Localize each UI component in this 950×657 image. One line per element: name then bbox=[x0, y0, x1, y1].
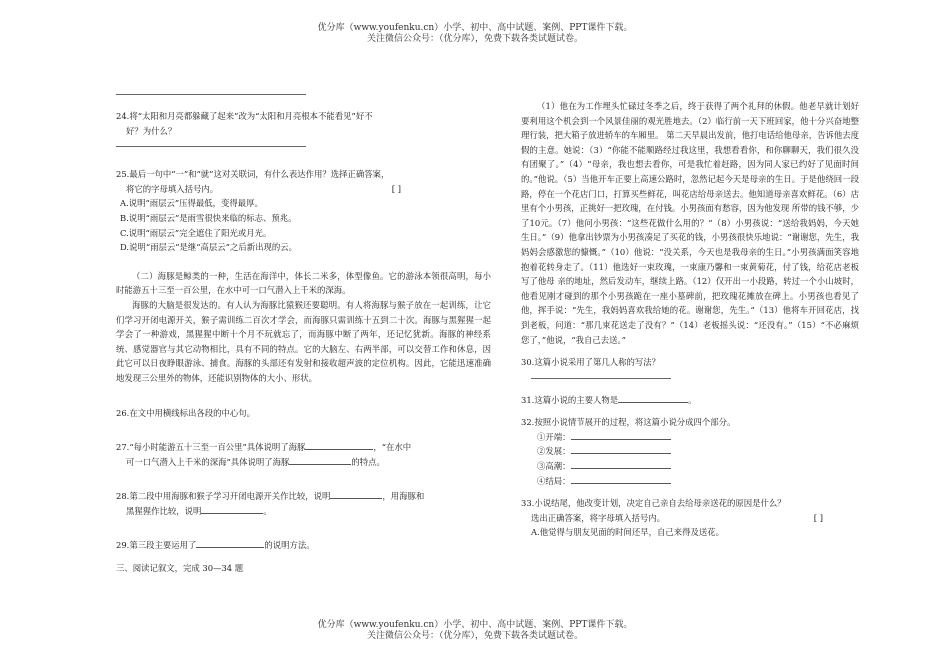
question-33-line2 bbox=[521, 511, 859, 526]
answer-blank-line bbox=[116, 86, 306, 95]
question-31-text: 。 bbox=[688, 394, 697, 405]
question-27-line1 bbox=[116, 440, 491, 455]
option-d: D.说明“雨层云”是继“高层云”之后新出现的云。 bbox=[120, 242, 297, 253]
question-27-text: 的特点。 bbox=[351, 456, 385, 467]
page-header bbox=[0, 23, 950, 45]
question-27-line2 bbox=[116, 455, 491, 470]
option-b: B.说明“雨层云”是雨雪很快来临的标志、预兆。 bbox=[120, 212, 297, 223]
fill-blank[interactable] bbox=[196, 538, 264, 548]
plot-part-1 bbox=[521, 430, 859, 445]
header-line-1: 优分库（www.youfenku.cn）小学、初中、高中试题、案例、PPT课件下载。 bbox=[317, 23, 633, 33]
plot-part-label: ④结局： bbox=[537, 475, 571, 486]
question-25-text: 将它的字母填入括号内。 bbox=[126, 183, 219, 194]
left-column bbox=[116, 86, 491, 576]
plot-part-4 bbox=[521, 474, 859, 489]
option-a: A.说明“雨层云”压得最低，变得最厚。 bbox=[120, 198, 263, 209]
fill-blank[interactable] bbox=[571, 430, 671, 440]
answer-bracket[interactable]: [ ] bbox=[813, 512, 823, 523]
answer-blank-line bbox=[116, 138, 306, 147]
question-27-text: 27.“每小时能游五十三至一百公里”具体说明了海豚 bbox=[116, 442, 306, 453]
question-27-text: ，“在水中 bbox=[373, 442, 412, 453]
fill-blank[interactable] bbox=[330, 489, 382, 499]
plot-part-2 bbox=[521, 444, 859, 459]
question-28-text: 28.第二段中用海豚和猴子学习开闭电源开关作比较，说明 bbox=[116, 491, 331, 502]
question-33-line1: 33.小说结尾，他改变计划，决定自己亲自去给母亲送花的原因是什么？ bbox=[521, 498, 786, 509]
question-31-text: 31.这篇小说的主要人物是 bbox=[521, 394, 619, 405]
plot-part-label: ②发展： bbox=[537, 446, 571, 457]
answer-bracket[interactable]: [ ] bbox=[391, 183, 401, 194]
header-line-2: 关注微信公众号：（优分库），免费下载各类试题试卷。 bbox=[366, 34, 583, 44]
fill-blank[interactable] bbox=[571, 459, 671, 469]
fill-blank[interactable] bbox=[571, 444, 671, 454]
story-text: （1）他在为工作埋头忙碌过冬季之后，终于获得了两个礼拜的休假。他老早就计划好要利用这个机会到一个风景佳丽的观光胜地去。（2）临行前一天下班回家，他十分兴奋地整理行装，把大箱子放进轿车的车厢里。 第二天早晨出发前，他打电话给他母亲，告诉他去度假的主意。她说：（3）“你能不能顺路经过我这里，我想看看你，和你聊聊天，我们很久没有团聚了。”（4）“母亲，我也想去看你，可是我忙着赶路，因为同人家已约好了见面时间的。”他说。（5）当他开车正要上高速公路时，忽然记起今天是母亲的生日。于是他绕回一段 路，停在一个花店门口，打算买些鲜花，叫花店给母亲送去。他知道母亲喜欢鲜花。（6）店里有个小男孩，正挑好一把玫瑰，在付钱。小男孩面有愁容，因为他发现 所带的钱不够，少了10元。（7）他问小男孩：“这些花做什么用的？”（8）小男孩说：“送给我妈妈，今天她生日。”（9）他拿出钞票为小男孩凑足了买花的钱，小男孩很快乐地说：“谢谢您，先生，我妈妈会感激您的慷慨。”（10）他说：“没关系，今天也是我母亲的生日。”小男孩满面笑容地抱着花转身走了。（11）他选好一束玫瑰，一束康乃馨和一束黄菊花，付了钱，给花店老板写了他母 亲的地址，然后发动车，继续上路。（12）仅开出一小段路，转过一个小山坡时，他看见刚才碰到的那个小男孩跪在一座小墓碑前，把玫瑰花摊放在碑上。小男孩也看见了他，挥手说：“先生，我妈妈喜欢我给她的花。谢谢您，先生。”（13）他将车开回花店，找到老板，问道：“那几束花送走了没有？”（14）老板摇头说：“还没有。”（15）“不必麻烦您了，”他说，“我自己去送。” bbox=[521, 101, 859, 345]
question-24-line1: 24.将“太阳和月亮都躲藏了起来”改为“太阳和月亮根本不能看见”好不 bbox=[116, 111, 373, 121]
question-31 bbox=[521, 393, 859, 408]
question-28-line1 bbox=[116, 489, 491, 504]
fill-blank[interactable] bbox=[201, 504, 263, 514]
plot-part-label: ①开端： bbox=[537, 431, 571, 442]
question-28-text: 。 bbox=[263, 505, 272, 516]
fill-blank[interactable] bbox=[305, 440, 373, 450]
question-32: 32.按照小说情节展开的过程，将这篇小说分成四个部分。 bbox=[521, 417, 736, 428]
question-28-line2 bbox=[116, 504, 491, 519]
fill-blank[interactable] bbox=[571, 474, 671, 484]
question-25-line2 bbox=[116, 182, 491, 197]
page-footer bbox=[0, 620, 950, 642]
question-26: 26.在文中用横线标出各段的中心句。 bbox=[116, 407, 255, 418]
footer-line-1: 优分库（www.youfenku.cn）小学、初中、高中试题、案例、PPT课件下载。 bbox=[317, 620, 633, 630]
question-27-text: 可一口气潜入上千米的深海”具体说明了海豚 bbox=[126, 456, 290, 467]
plot-part-label: ③高潮： bbox=[537, 461, 571, 472]
option-a: A.他觉得与朋友见面的时间还早，自己来得及送花。 bbox=[531, 527, 724, 538]
passage-paragraph-2: 海豚的大脑是很发达的。有人认为海豚比猿猴还要聪明。有人将海豚与猴子放在一起训练，让它们学习开闭电源开关，猴子需训练二百次才学会，而海豚只需训练十五到二十次。海豚与黑猩猩一起学会了一种游戏，黑猩猩中断十个月不玩就忘了，而海豚中断了两年，还记忆犹新。海豚的神经系统、感觉器官与其它动物相比，具有不同的特点。它的大脑左、右两半部，可以交替工作和休息，因此它可以日夜睁眼游泳、捕食。海豚的头部还有发射和接收超声波的定位机构。因此，它能迅速准确地发现三公里外的物体，还能识别物体的大小、形状。 bbox=[116, 299, 491, 383]
question-28-text: ，用海豚和 bbox=[382, 491, 425, 502]
question-33-text: 选出正确答案，将字母填入括号内。 bbox=[531, 512, 665, 523]
fill-blank[interactable] bbox=[618, 393, 688, 403]
question-29 bbox=[116, 538, 491, 553]
question-24-line2: 好？为什么？ bbox=[126, 125, 177, 136]
plot-part-3 bbox=[521, 459, 859, 474]
question-29-text: 的说明方法。 bbox=[264, 540, 315, 551]
right-column bbox=[521, 99, 859, 540]
passage-paragraph-1: （二）海豚是鲸类的一种，生活在海洋中，体长二米多，体型像鱼。它的游泳本领很高明，每小时能游五十三至一百公里，在水中可一口气潜入上千米的深海。 bbox=[116, 270, 491, 296]
question-30: 30.这篇小说采用了第几人称的写法？ bbox=[521, 357, 660, 368]
fill-blank[interactable] bbox=[289, 455, 351, 465]
question-28-text: 黑猩猩作比较，说明 bbox=[126, 505, 202, 516]
footer-line-2: 关注微信公众号：（优分库），免费下载各类试题试卷。 bbox=[366, 631, 583, 641]
answer-blank-line[interactable] bbox=[531, 370, 671, 379]
option-c: C.说明“雨层云”完全遮住了阳光或月光。 bbox=[120, 227, 272, 238]
question-29-text: 29.第三段主要运用了 bbox=[116, 540, 197, 551]
question-25-line1: 25.最后一句中“一”和“就”这对关联词，有什么表达作用？选择正确答案， bbox=[116, 169, 390, 180]
section-3-heading: 三、阅读记叙文，完成 30—34 题 bbox=[116, 563, 244, 574]
